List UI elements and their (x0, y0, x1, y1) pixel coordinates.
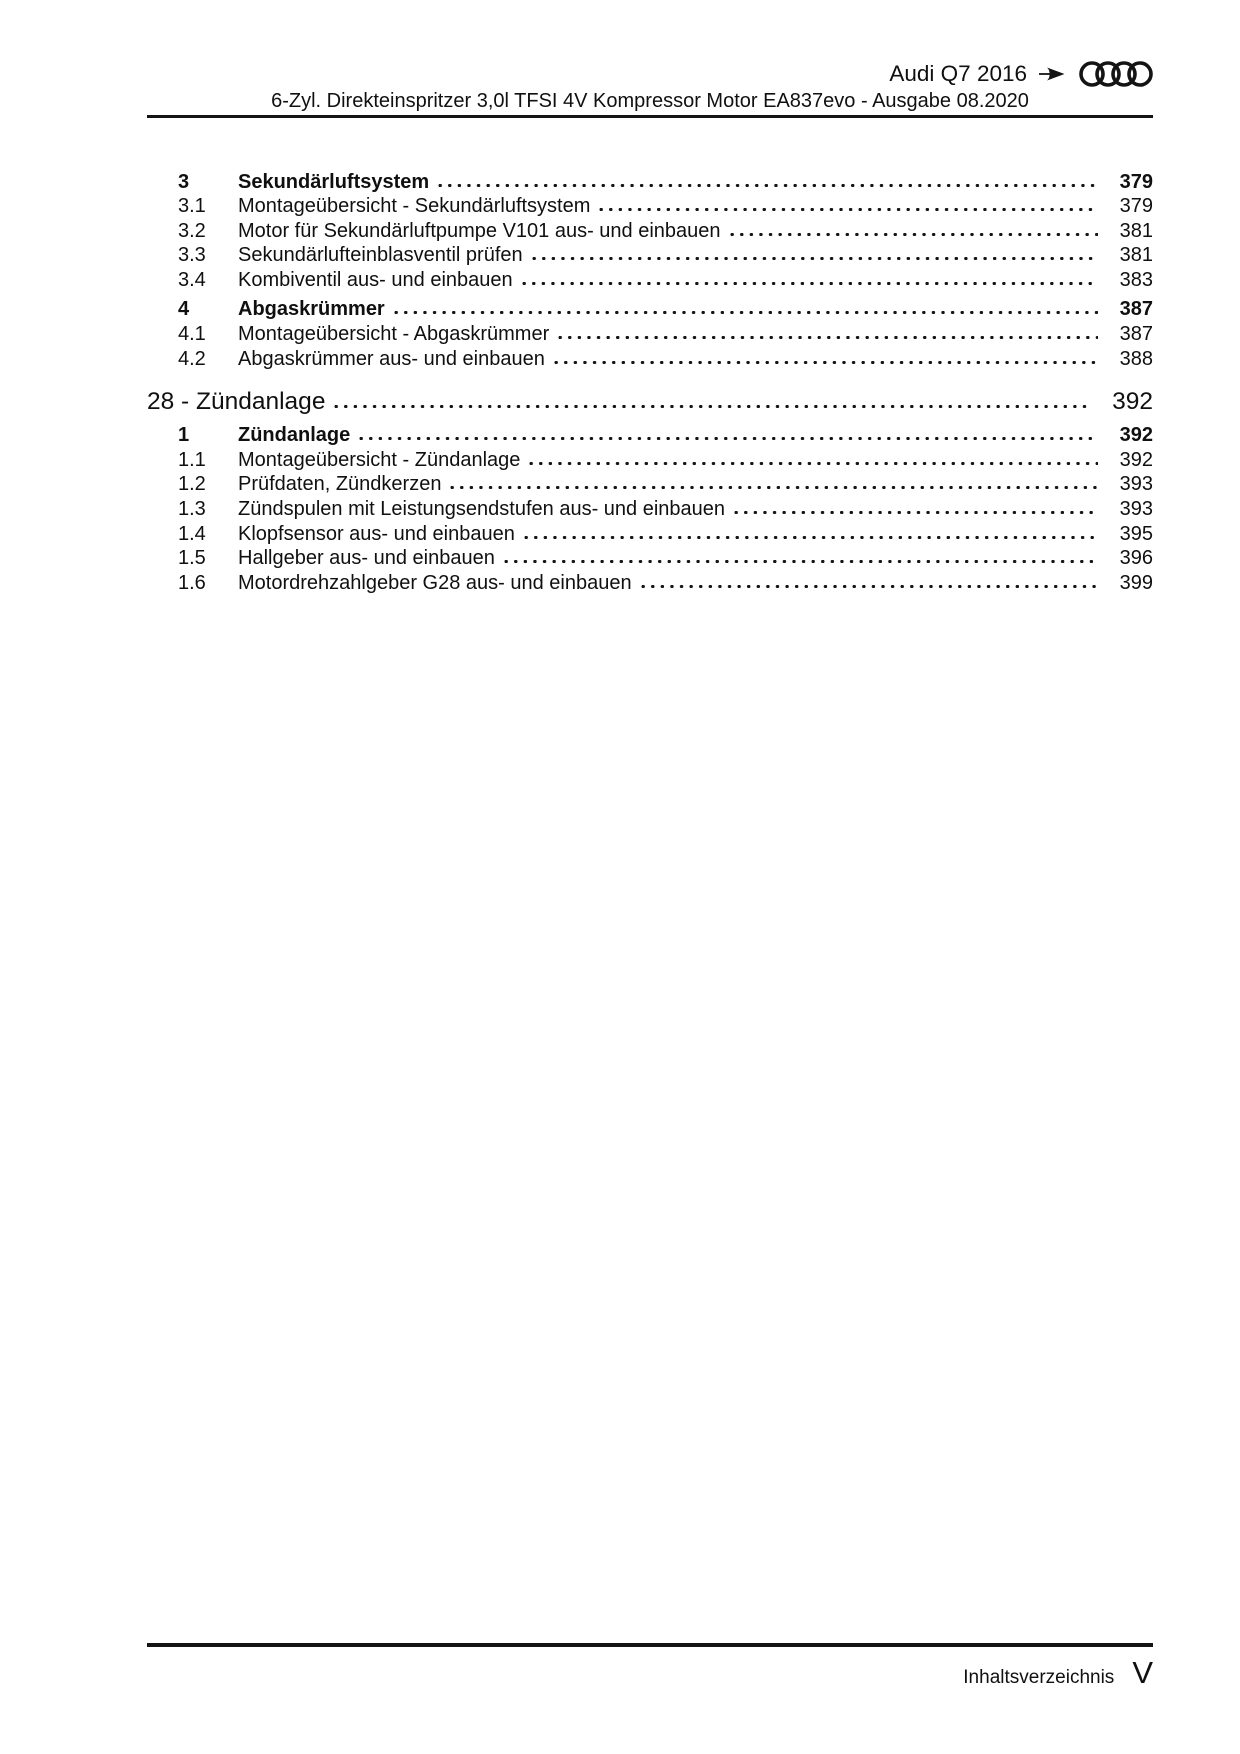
dot-leader (734, 500, 1098, 515)
dot-leader (529, 451, 1098, 466)
toc-entry-number: 3.2 (178, 219, 206, 242)
table-of-contents (147, 170, 1153, 596)
footer-section-label: Inhaltsverzeichnis (963, 1667, 1115, 1688)
toc-row[interactable] (147, 194, 1153, 219)
header-divider (147, 115, 1153, 118)
toc-entry-title: Abgaskrümmer (238, 298, 385, 321)
audi-rings-icon (1079, 60, 1153, 88)
dot-leader (359, 426, 1098, 441)
toc-page-number: 396 (1119, 547, 1153, 570)
toc-row[interactable] (147, 448, 1153, 473)
dot-leader (524, 525, 1098, 540)
dot-leader (438, 173, 1098, 188)
toc-page-number: 399 (1119, 571, 1153, 594)
toc-row[interactable] (147, 423, 1153, 448)
toc-row[interactable] (147, 522, 1153, 547)
toc-entry-title: Zündspulen mit Leistungsendstufen aus- und einbauen (238, 498, 726, 521)
dot-leader (394, 300, 1098, 315)
toc-entry-title: Abgaskrümmer aus- und einbauen (238, 347, 545, 370)
toc-entry-title: Motor für Sekundärluftpumpe V101 aus- und einbauen (238, 219, 721, 242)
header-model-row (147, 60, 1153, 88)
footer-text-row (147, 1655, 1153, 1691)
toc-entry-number: 4.2 (178, 347, 206, 370)
header-subtitle: 6-Zyl. Direkteinspritzer 3,0l TFSI 4V Kompressor Motor EA837evo - Ausgabe 08.2020 (271, 90, 1029, 112)
toc-entry-number: 4.1 (178, 323, 206, 346)
toc-entry-title: Prüfdaten, Zündkerzen (238, 473, 442, 496)
toc-entry-number: 1.3 (178, 498, 206, 521)
toc-row[interactable] (147, 347, 1153, 372)
toc-row[interactable] (147, 297, 1153, 322)
toc-chapter-row[interactable] (147, 387, 1153, 417)
toc-entry-number: 3.4 (178, 268, 206, 291)
toc-page-number: 379 (1119, 195, 1153, 218)
header-model (889, 61, 1065, 87)
dot-leader (730, 222, 1098, 237)
toc-page-number: 381 (1119, 219, 1153, 242)
toc-entry-title: Sekundärluftsystem (238, 170, 430, 193)
toc-entry-number: 1.2 (178, 473, 206, 496)
forward-arrow-icon (1039, 67, 1065, 81)
toc-chapter-title: 28 - Zündanlage (147, 388, 326, 416)
dot-leader (532, 246, 1098, 261)
toc-entry-number: 1.4 (178, 522, 206, 545)
dot-leader (641, 574, 1098, 589)
dot-leader (450, 475, 1098, 490)
toc-page-number: 387 (1119, 298, 1153, 321)
toc-row[interactable] (147, 243, 1153, 268)
dot-leader (522, 271, 1098, 286)
dot-leader (554, 350, 1098, 365)
toc-row[interactable] (147, 497, 1153, 522)
toc-entry-number: 3.1 (178, 195, 206, 218)
model-text: Audi Q7 2016 (889, 61, 1027, 86)
toc-page-number: 392 (1119, 424, 1153, 447)
page-header (147, 0, 1153, 118)
toc-entry-title: Zündanlage (238, 424, 351, 447)
toc-entry-title: Hallgeber aus- und einbauen (238, 547, 495, 570)
toc-page-number: 393 (1119, 498, 1153, 521)
toc-page-number: 392 (1112, 388, 1153, 416)
toc-row[interactable] (147, 219, 1153, 244)
dot-leader (504, 549, 1098, 564)
toc-page-number: 383 (1119, 268, 1153, 291)
toc-page-number: 388 (1119, 347, 1153, 370)
dot-leader (334, 394, 1092, 409)
toc-entry-title: Motordrehzahlgeber G28 aus- und einbauen (238, 571, 632, 594)
toc-page-number: 381 (1119, 244, 1153, 267)
toc-entry-title: Montageübersicht - Sekundärluftsystem (238, 195, 591, 218)
toc-row[interactable] (147, 571, 1153, 596)
toc-entry-title: Klopfsensor aus- und einbauen (238, 522, 515, 545)
toc-page-number: 395 (1119, 522, 1153, 545)
page-content (147, 0, 1153, 595)
toc-entry-title: Kombiventil aus- und einbauen (238, 268, 513, 291)
toc-entry-number: 3 (178, 170, 190, 193)
dot-leader (599, 197, 1098, 212)
toc-row[interactable] (147, 170, 1153, 195)
toc-entry-number: 1.6 (178, 571, 206, 594)
toc-row[interactable] (147, 268, 1153, 293)
toc-entry-title: Montageübersicht - Abgaskrümmer (238, 323, 550, 346)
toc-entry-title: Sekundärlufteinblasventil prüfen (238, 244, 523, 267)
toc-entry-number: 3.3 (178, 244, 206, 267)
toc-page-number: 387 (1119, 323, 1153, 346)
toc-row[interactable] (147, 546, 1153, 571)
toc-entry-number: 4 (178, 298, 190, 321)
page-footer (147, 1643, 1153, 1691)
footer-divider (147, 1643, 1153, 1647)
toc-entry-number: 1 (178, 424, 190, 447)
toc-row[interactable] (147, 472, 1153, 497)
toc-entry-number: 1.1 (178, 448, 206, 471)
toc-page-number: 392 (1119, 448, 1153, 471)
footer-page-roman: V (1132, 1655, 1153, 1690)
toc-page-number: 393 (1119, 473, 1153, 496)
toc-row[interactable] (147, 322, 1153, 347)
toc-entry-title: Montageübersicht - Zündanlage (238, 448, 521, 471)
dot-leader (558, 325, 1098, 340)
toc-page-number: 379 (1119, 170, 1153, 193)
toc-entry-number: 1.5 (178, 547, 206, 570)
